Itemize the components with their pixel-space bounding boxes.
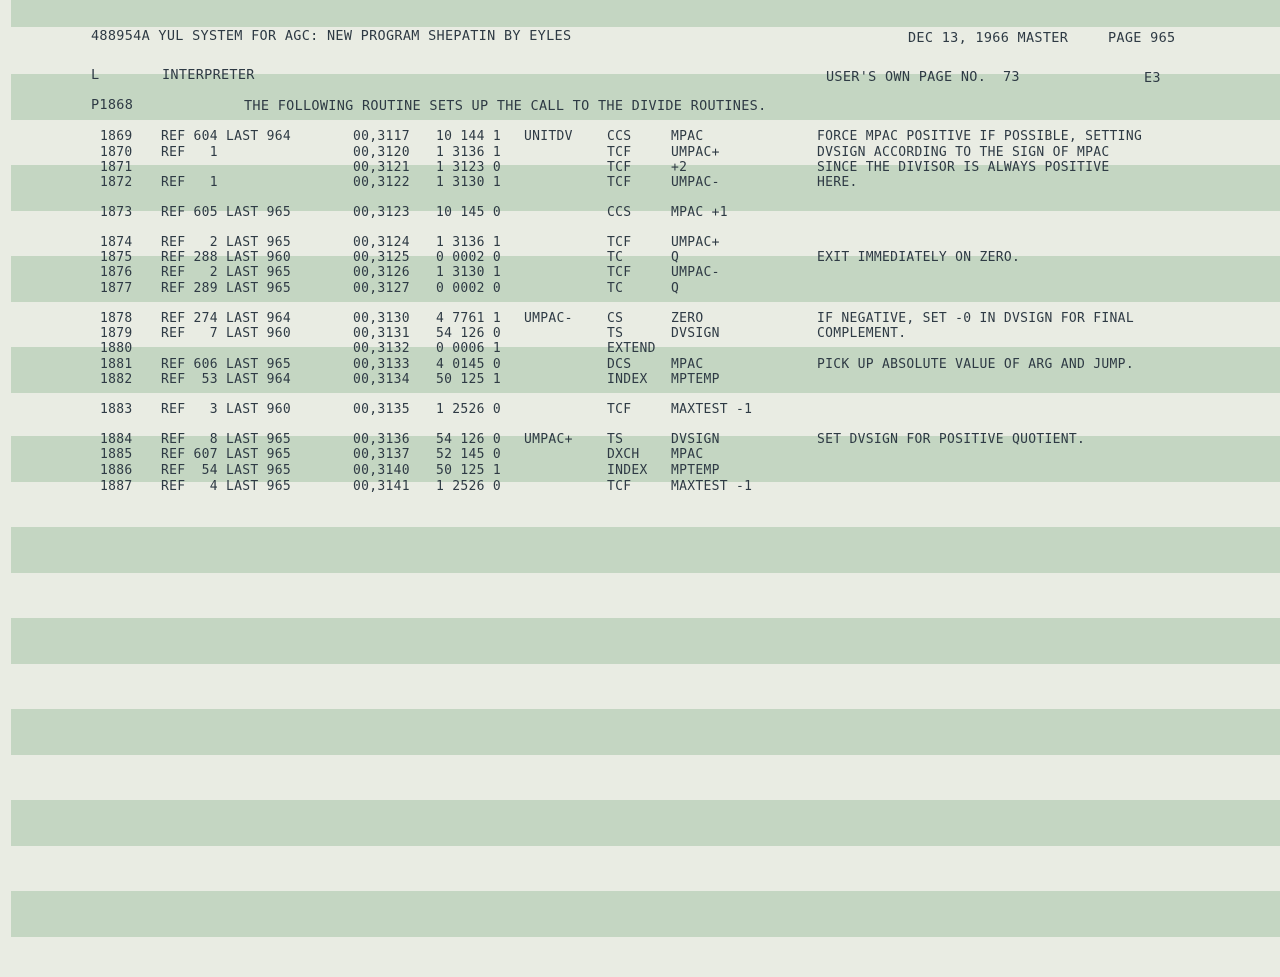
paper-band [11, 709, 1280, 755]
opcode: DXCH [607, 447, 640, 462]
octal-code: 1 3136 1 [436, 235, 502, 250]
ref-info: REF 1 [161, 175, 218, 190]
address: 00,3133 [353, 357, 410, 372]
paper-band [11, 527, 1280, 573]
opcode: CCS [607, 129, 632, 144]
address: 00,3117 [353, 129, 410, 144]
octal-code: 1 2526 0 [436, 402, 502, 417]
ref-info: REF 7 LAST 960 [161, 326, 292, 341]
ref-info: REF 8 LAST 965 [161, 432, 292, 447]
operand: DVSIGN [671, 432, 720, 447]
operand: Q [671, 250, 680, 265]
opcode: TCF [607, 175, 632, 190]
address: 00,3124 [353, 235, 410, 250]
line-number: 1876 [100, 265, 133, 280]
opcode: INDEX [607, 372, 648, 387]
comment: COMPLEMENT. [817, 326, 907, 341]
comment: PICK UP ABSOLUTE VALUE OF ARG AND JUMP. [817, 357, 1134, 372]
opcode: CS [607, 311, 624, 326]
line-number: 1883 [100, 402, 133, 417]
operand: Q [671, 281, 680, 296]
comment: EXIT IMMEDIATELY ON ZERO. [817, 250, 1021, 265]
section-letter: L [91, 67, 100, 83]
comment: IF NEGATIVE, SET -0 IN DVSIGN FOR FINAL [817, 311, 1134, 326]
address: 00,3135 [353, 402, 410, 417]
operand: UMPAC- [671, 265, 720, 280]
address: 00,3132 [353, 341, 410, 356]
octal-code: 0 0002 0 [436, 250, 502, 265]
octal-code: 10 144 1 [436, 129, 502, 144]
line-number: 1885 [100, 447, 133, 462]
job-title: 488954A YUL SYSTEM FOR AGC: NEW PROGRAM SHEPATIN BY EYLES [91, 28, 572, 44]
address: 00,3125 [353, 250, 410, 265]
octal-code: 10 145 0 [436, 205, 502, 220]
comment: SET DVSIGN FOR POSITIVE QUOTIENT. [817, 432, 1086, 447]
comment: DVSIGN ACCORDING TO THE SIGN OF MPAC [817, 145, 1110, 160]
ref-info: REF 604 LAST 964 [161, 129, 292, 144]
comment: SINCE THE DIVISOR IS ALWAYS POSITIVE [817, 160, 1110, 175]
p-number: P1868 [91, 97, 134, 113]
octal-code: 4 0145 0 [436, 357, 502, 372]
ref-info: REF 53 LAST 964 [161, 372, 292, 387]
line-number: 1875 [100, 250, 133, 265]
ref-info: REF 1 [161, 145, 218, 160]
operand: MPTEMP [671, 463, 720, 478]
ref-info: REF 289 LAST 965 [161, 281, 292, 296]
ref-info: REF 606 LAST 965 [161, 357, 292, 372]
operand: MPAC +1 [671, 205, 728, 220]
ref-info: REF 54 LAST 965 [161, 463, 292, 478]
address: 00,3134 [353, 372, 410, 387]
address: 00,3122 [353, 175, 410, 190]
line-number: 1872 [100, 175, 133, 190]
operand: DVSIGN [671, 326, 720, 341]
octal-code: 50 125 1 [436, 463, 502, 478]
octal-code: 52 145 0 [436, 447, 502, 462]
octal-code: 0 0002 0 [436, 281, 502, 296]
opcode: TC [607, 281, 624, 296]
octal-code: 54 126 0 [436, 432, 502, 447]
octal-code: 1 3123 0 [436, 160, 502, 175]
paper-band [11, 891, 1280, 937]
line-number: 1881 [100, 357, 133, 372]
ref-info: REF 607 LAST 965 [161, 447, 292, 462]
address: 00,3141 [353, 479, 410, 494]
date-master: DEC 13, 1966 MASTER [908, 30, 1069, 46]
ref-info: REF 2 LAST 965 [161, 265, 292, 280]
address: 00,3127 [353, 281, 410, 296]
line-number: 1877 [100, 281, 133, 296]
line-number: 1886 [100, 463, 133, 478]
opcode: INDEX [607, 463, 648, 478]
operand: MPAC [671, 447, 704, 462]
ref-info: REF 3 LAST 960 [161, 402, 292, 417]
opcode: TCF [607, 145, 632, 160]
users-page-number: USER'S OWN PAGE NO. 73 [826, 69, 1020, 85]
line-number: 1880 [100, 341, 133, 356]
ref-info: REF 4 LAST 965 [161, 479, 292, 494]
opcode: CCS [607, 205, 632, 220]
opcode: TS [607, 432, 624, 447]
operand: UMPAC- [671, 175, 720, 190]
octal-code: 50 125 1 [436, 372, 502, 387]
address: 00,3123 [353, 205, 410, 220]
ref-info: REF 274 LAST 964 [161, 311, 292, 326]
opcode: TCF [607, 265, 632, 280]
operand: MAXTEST -1 [671, 402, 753, 417]
line-number: 1884 [100, 432, 133, 447]
octal-code: 1 2526 0 [436, 479, 502, 494]
label: UMPAC- [524, 311, 573, 326]
octal-code: 54 126 0 [436, 326, 502, 341]
operand: UMPAC+ [671, 235, 720, 250]
line-number: 1870 [100, 145, 133, 160]
octal-code: 0 0006 1 [436, 341, 502, 356]
operand: MPAC [671, 357, 704, 372]
line-number: 1882 [100, 372, 133, 387]
paper-band [11, 0, 1280, 27]
address: 00,3120 [353, 145, 410, 160]
opcode: TCF [607, 479, 632, 494]
opcode: EXTEND [607, 341, 656, 356]
label: UNITDV [524, 129, 573, 144]
opcode: TCF [607, 235, 632, 250]
ref-info: REF 605 LAST 965 [161, 205, 292, 220]
comment: HERE. [817, 175, 858, 190]
line-number: 1887 [100, 479, 133, 494]
address: 00,3137 [353, 447, 410, 462]
line-number: 1874 [100, 235, 133, 250]
section-name: INTERPRETER [162, 67, 255, 83]
octal-code: 1 3130 1 [436, 265, 502, 280]
line-number: 1873 [100, 205, 133, 220]
opcode: TS [607, 326, 624, 341]
line-number: 1878 [100, 311, 133, 326]
routine-remark: THE FOLLOWING ROUTINE SETS UP THE CALL TO THE DIVIDE ROUTINES. [244, 98, 767, 114]
opcode: TCF [607, 160, 632, 175]
operand: ZERO [671, 311, 704, 326]
label: UMPAC+ [524, 432, 573, 447]
address: 00,3136 [353, 432, 410, 447]
address: 00,3126 [353, 265, 410, 280]
ref-info: REF 2 LAST 965 [161, 235, 292, 250]
paper-band [11, 618, 1280, 664]
line-number: 1871 [100, 160, 133, 175]
line-number: 1879 [100, 326, 133, 341]
opcode: TC [607, 250, 624, 265]
paper-band [11, 800, 1280, 846]
address: 00,3140 [353, 463, 410, 478]
operand: +2 [671, 160, 688, 175]
comment: FORCE MPAC POSITIVE IF POSSIBLE, SETTING [817, 129, 1143, 144]
octal-code: 4 7761 1 [436, 311, 502, 326]
octal-code: 1 3130 1 [436, 175, 502, 190]
ref-info: REF 288 LAST 960 [161, 250, 292, 265]
page-number: PAGE 965 [1108, 30, 1176, 46]
address: 00,3130 [353, 311, 410, 326]
operand: MPTEMP [671, 372, 720, 387]
address: 00,3131 [353, 326, 410, 341]
octal-code: 1 3136 1 [436, 145, 502, 160]
operand: MPAC [671, 129, 704, 144]
address: 00,3121 [353, 160, 410, 175]
opcode: DCS [607, 357, 632, 372]
operand: MAXTEST -1 [671, 479, 753, 494]
e-code: E3 [1144, 70, 1161, 86]
operand: UMPAC+ [671, 145, 720, 160]
opcode: TCF [607, 402, 632, 417]
line-number: 1869 [100, 129, 133, 144]
